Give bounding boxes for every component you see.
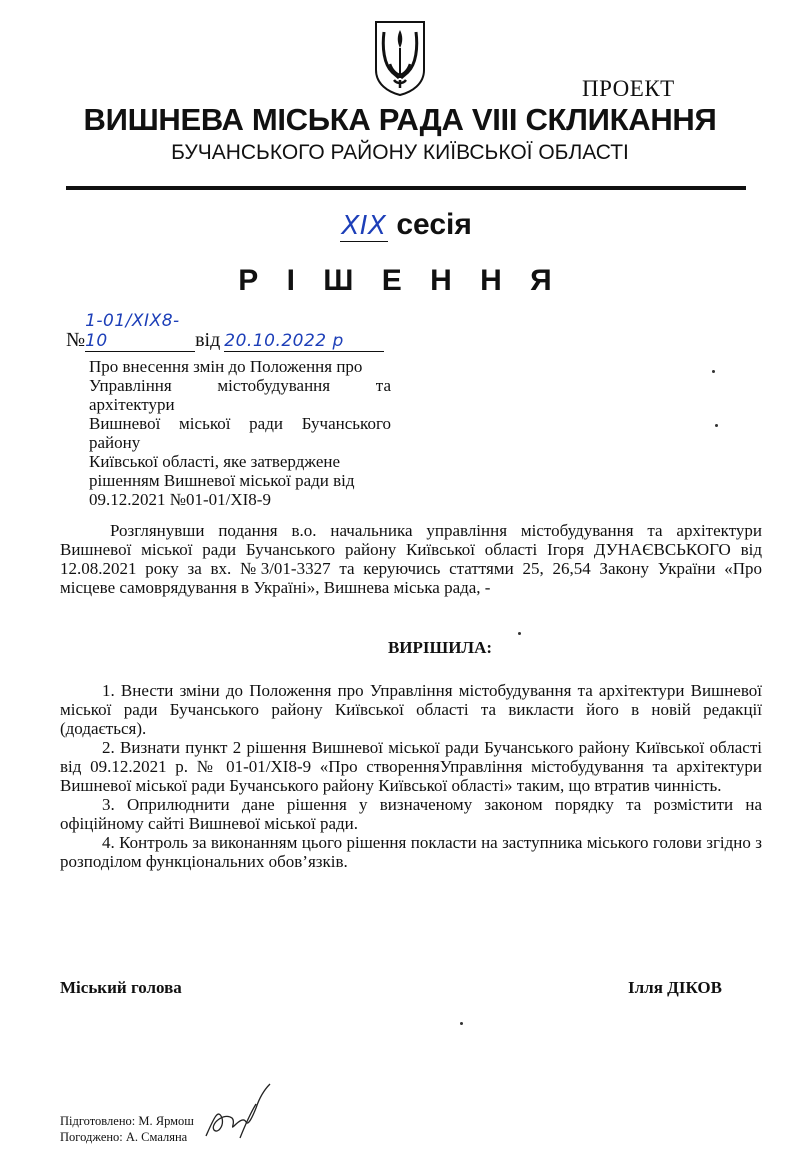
scan-speck [460, 1022, 463, 1025]
scan-speck [715, 424, 718, 427]
number-prefix: № [66, 329, 86, 351]
coat-of-arms-icon [372, 18, 428, 96]
session-label: сесія [396, 208, 472, 241]
header-divider [66, 186, 746, 190]
signatory-name: Ілля ДІКОВ [628, 978, 722, 997]
date-prefix: від [195, 329, 221, 351]
prepared-by: Підготовлено: М. Ярмош [60, 1114, 194, 1128]
resolution-item: 2. Визнати пункт 2 рішення Вишневої міської ради Бучанського району Київської області від 09.12.2021 р. № 01-01/XI8-9 «Про створенняУправління містобудування та архітектури Вишневої міської ради Бучанського району Київської області» таким, що втратив чинність. [60, 738, 762, 795]
district-subtitle: БУЧАНСЬКОГО РАЙОНУ КИЇВСЬКОЇ ОБЛАСТІ [171, 141, 629, 164]
subject-line: рішенням Вишневої міської ради від [89, 471, 355, 490]
decision-subject [89, 357, 391, 509]
subject-line: Вишневої міської ради Бучанського району [89, 414, 391, 452]
subject-line: 09.12.2021 №01-01/XI8-9 [89, 490, 271, 509]
project-label: ПРОЕКТ [582, 76, 675, 101]
handwritten-signature [200, 1078, 280, 1148]
decision-date: 20.10.2022 р [224, 331, 384, 352]
council-name: ВИШНЕВА МІСЬКА РАДА VIII СКЛИКАННЯ [83, 102, 717, 137]
preamble-paragraph: Розглянувши подання в.о. начальника управління містобудування та архітектури Вишневої міської ради Бучанського району Київської області Ігоря ДУНАЄВСЬКОГО від 12.08.2021 року за вх. №3/01-3327 та керуючись статтями 25, 26,54 Закону України «Про місцеве самоврядування в Україні», Вишнева міська рада, - [60, 521, 762, 597]
resolution-item: 4. Контроль за виконанням цього рішення покласти на заступника міського голови згідно з розподілом функціональних обов’язків. [60, 833, 762, 871]
resolution-item: 3. Оприлюднити дане рішення у визначеному законом порядку та розмістити на офіційному сайті Вишневої міської ради. [60, 795, 762, 833]
approval-footer [60, 1113, 194, 1145]
decision-number: 1-01/XIX8-10 [85, 311, 195, 352]
scan-speck [518, 632, 521, 635]
resolution-items [60, 681, 762, 871]
decision-number-line [66, 311, 384, 352]
signatory-title: Міський голова [60, 978, 182, 997]
agreed-by: Погоджено: А. Смаляна [60, 1130, 188, 1144]
decision-title: Р І Ш Е Н Н Я [238, 264, 562, 297]
resolved-heading: ВИРІШИЛА: [387, 638, 493, 657]
session-line [340, 208, 472, 242]
subject-line: Про внесення змін до Положення про [89, 357, 363, 376]
scan-speck [712, 370, 715, 373]
resolution-item: 1. Внести зміни до Положення про Управління містобудування та архітектури Вишневої міської ради Бучанського району Київської області та викласти його в новій редакції (додається). [60, 681, 762, 738]
subject-line: Управління містобудування та архітектури [89, 376, 391, 414]
session-number: XIX [341, 211, 387, 241]
subject-line: Київської області, яке затверджене [89, 452, 341, 471]
